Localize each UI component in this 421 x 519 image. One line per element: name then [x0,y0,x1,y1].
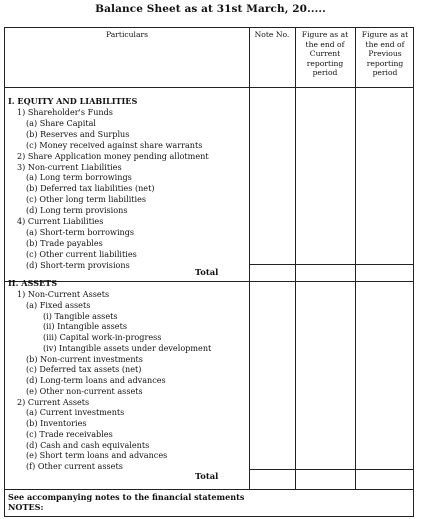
line-item: (b) Trade payables [26,237,103,248]
line-item: 4) Current Liabilities [17,216,104,226]
header-note-no: Note No. [254,30,290,39]
line-item: (c) Deferred tax assets (net) [26,364,142,375]
line-item: (f) Other current assets [26,461,123,471]
line-item: (a) Share Capital [26,117,96,128]
line-item: (a) Long term borrowings [26,172,132,183]
footer-rule [5,489,413,490]
notes-reference: See accompanying notes to the financial statements [8,492,245,502]
header-current-period: Figure as at the end of Current reporting period [301,30,349,78]
header-particulars: Particulars [105,30,149,39]
line-item: 1) Shareholder's Funds [17,107,113,117]
line-item: (a) Short-term borrowings [26,226,135,237]
balance-sheet-table [4,27,414,517]
line-item: (i) Tangible assets [43,310,118,321]
section-heading-assets: II. ASSETS [8,278,58,288]
line-item: (iii) Capital work-in-progress [43,332,162,342]
assets-total-label: Total [195,471,219,481]
line-item: (d) Long term provisions [26,205,128,216]
line-item: (d) Cash and cash equivalents [26,439,150,450]
line-item: (d) Long-term loans and advances [26,375,166,385]
line-item: (e) Short term loans and advances [26,450,168,461]
line-item: 2) Current Assets [17,396,90,407]
line-item: (b) Non-current investments [26,353,143,364]
line-item: 3) Non-current Liabilities [17,161,122,172]
line-item: (ii) Intangible assets [43,321,127,332]
header-rule [5,87,413,88]
line-item: 1) Non-Current Assets [17,289,110,299]
page-title: Balance Sheet as at 31st March, 20..... [95,3,326,15]
col-divider [295,28,296,489]
line-item: (b) Deferred tax liabilities (net) [26,183,155,194]
line-item: (d) Short-term provisions [26,259,130,270]
line-item: (iv) Intangible assets under development [43,342,212,353]
total-rule-top [249,264,413,265]
line-item: (c) Trade receivables [26,428,113,439]
line-item: (a) Current investments [26,407,125,418]
equity-total-label: Total [195,267,219,277]
line-item: (c) Money received against share warrants [26,139,203,150]
total-rule-top [249,469,413,470]
line-item: (e) Other non-current assets [26,385,143,396]
line-item: 2) Share Application money pending allotment [17,150,209,161]
notes-label: NOTES: [8,502,44,512]
line-item: (a) Fixed assets [26,299,91,310]
line-item: (b) Inventories [26,418,87,428]
line-item: (b) Reserves and Surplus [26,128,130,139]
header-previous-period: Figure as at the end of Previous reporting period [361,30,409,78]
line-item: (c) Other current liabilities [26,248,137,259]
section-heading-equity: I. EQUITY AND LIABILITIES [8,96,138,106]
line-item: (c) Other long term liabilities [26,194,147,205]
col-divider [355,28,356,489]
